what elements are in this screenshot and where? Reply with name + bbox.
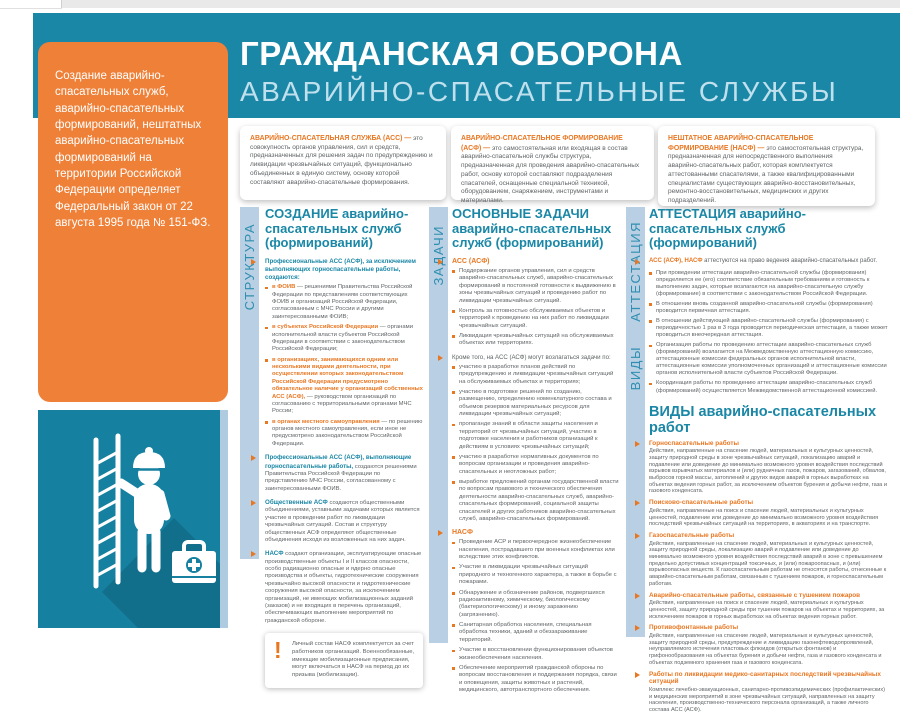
intro-text: Создание аварийно-спасательных служб, аварийно-спасательных формирований, нештатных аварийно-спасательных формирований на территории Российской Федерации определяет Федеральный закон от 22 августа 1995 года № 151-ФЗ. <box>55 70 211 229</box>
arrow-icon <box>251 259 256 265</box>
list-item: Контроль за готовностью обслуживаемых объектов и территорий к проведению на них работ по ликвидации чрезвычайных ситуаций. <box>452 308 619 330</box>
arrow-icon <box>251 551 256 557</box>
list-item: Обеспечение мероприятий гражданской обороны по вопросам восстановления и поддержания порядка, связи и оповещения, защиты животных и растений, медицинского, автотранспортного обеспечения. <box>452 665 619 695</box>
work-type <box>649 592 888 621</box>
section-attestation <box>649 207 888 714</box>
attestation-lead-text: аттестуются на право ведения аварийно-спасательных работ. <box>702 258 878 265</box>
section-attestation-title: АТТЕСТАЦИЯ аварийно-спасательных служб (формирований) <box>649 206 806 251</box>
item-lead: Профессиональные АСС (АСФ), за исключением выполняющих горноспасательные работы, создаются: <box>265 258 416 281</box>
arrow-icon <box>251 500 256 506</box>
sub-lead: в ФОИВ <box>272 284 296 291</box>
tasks-extra-lead-text: Кроме того, на АСС (АСФ) могут возлагаться задачи по: <box>452 353 611 361</box>
item-body: создаются решениями Правительства Российской Федерации по представлению МЧС России, согласованному с заинтересованными ФОИВ. <box>265 463 417 492</box>
list-item <box>265 284 423 321</box>
arrow-icon <box>635 625 640 631</box>
work-type-desc: Действия, направленные на спасение людей, материальных и культурных ценностей, защиту природной среды, локализацию аварий и подавление или доведение до минимально возможного уровня воздействия последствий аварий в зоне с превышением предельно допустимых концентраций токсичных, и (или) пожароопасных, и (или) взрывоопасных веществ. К газоспасательным работам не относятся работы, отнесенные к аварийно-спасательным работам, связанным с тушением пожаров, и горноспасательным работам. <box>649 540 887 587</box>
item-text <box>265 550 423 625</box>
creation-item <box>265 499 423 544</box>
rescuer-figure <box>121 447 166 568</box>
definition-card-asf <box>451 126 654 204</box>
section-tasks-title: ОСНОВНЫЕ ЗАДАЧИ аварийно-спасательных служб (формирований) <box>452 206 612 251</box>
group-label-nasf <box>452 529 619 536</box>
creation-item <box>265 550 423 625</box>
arrow-icon <box>438 530 443 536</box>
work-type-name <box>649 671 888 686</box>
sub-text: — органами исполнительной власти субъектов Российской Федерации в соответствии с законодательством Российской Федерации; <box>272 324 414 353</box>
arrow-icon <box>635 441 640 447</box>
work-type-name <box>649 440 888 448</box>
list-item <box>265 324 423 354</box>
definition-body: это самостоятельная структура, предназначенная для непосредственного выполнения аварийно-спасательных работ, которая комплектуется аттестованными спасателями, а также квалифицированными специалистами существующих аварийно-восстановительных, ремонтно-восстановительных, медицинских и других подразделений. <box>668 144 864 204</box>
section-tasks <box>452 207 619 694</box>
illustration-panel <box>38 410 220 628</box>
work-type-desc: Комплекс лечебно-эвакуационных, санитарно-противоэпидемических (профилактических) и медицинских мероприятий в зоне чрезвычайных ситуаций, направленных на защиту населения, производственно-технического персонала организаций, а также личного состава АСС (АСФ). <box>649 686 885 714</box>
list-item: При проведении аттестации аварийно-спасательной службы (формирования) определяется ее (его) соответствие обязательным требованиям и готовность к выполнению задач, которые возлагаются на аварийно-спасательную службу (формирование) в соответствии с законодательством Российской Федерации. <box>649 270 888 298</box>
work-type <box>649 440 888 496</box>
arrow-icon <box>251 455 256 461</box>
arrow-icon <box>635 672 640 678</box>
section-types-title: ВИДЫ аварийно-спасательных работ <box>649 403 877 436</box>
tab-attestation-types <box>626 207 645 637</box>
tasks-extra-lead <box>452 354 619 361</box>
tab-structure-label: СТРУКТУРА <box>242 223 257 311</box>
creation-item <box>265 454 423 493</box>
list-item: Ликвидация чрезвычайных ситуаций на обслуживаемых объектах или территориях. <box>452 333 619 348</box>
list-item: В отношении вновь созданной аварийно-спасательной службы (формирования) проводится первичная аттестация. <box>649 301 888 315</box>
tab-tasks <box>429 207 448 643</box>
section-creation <box>265 207 423 688</box>
section-creation-title: СОЗДАНИЕ аварийно-спасательных служб (формирований) <box>265 206 409 251</box>
crop-mark <box>61 0 62 8</box>
work-type-desc: Действия, направленные на спасение людей, материальных и культурных ценностей, защиту природной среды, предупреждение и ликвидацию газонефтеводопроявлений, неуправляемого истечения пластовых флюидов (открытых фонтанов) и грифонообразования на объектах бурения и добычи нефти, газа и газового конденсата и объектах подземного хранения газа и газового конденсата. <box>649 633 882 666</box>
work-type-name-text: Газоспасательные работы <box>649 531 735 539</box>
definition-body: это совокупность органов управления, сил и средств, предназначенных для решения задач по предупреждению и ликвидации чрезвычайных ситуаций, функционально объединенных в единую систему, основу которой составляют аварийно-спасательные формирования. <box>250 135 433 186</box>
list-item: участию в разработке планов действий по предупреждению и ликвидации чрезвычайных ситуаций на обслуживаемых объектах и территориях; <box>452 364 619 386</box>
page-subtitle: АВАРИЙНО-СПАСАТЕЛЬНЫЕ СЛУЖБЫ <box>240 76 839 107</box>
page-curl-strip <box>220 410 228 628</box>
page-edge-strip <box>62 0 900 8</box>
tab-types-label: ВИДЫ <box>628 345 643 391</box>
work-type-name-text: Горноспасательные работы <box>649 439 740 447</box>
list-item <box>265 419 423 449</box>
work-type-name-text: Работы по ликвидации медико-санитарных последствий чрезвычайных ситуаций <box>649 670 881 686</box>
definition-text <box>668 134 865 206</box>
definition-term: АВАРИЙНО-СПАСАТЕЛЬНОЕ ФОРМИРОВАНИЕ (АСФ) — <box>461 135 623 152</box>
group-label-text: АСС (АСФ) <box>452 258 490 266</box>
list-item: Санитарная обработка населения, специальная обработка техники, зданий и обеззараживание территорий. <box>452 622 619 644</box>
definition-term: НЕШТАТНОЕ АВАРИЙНО-СПАСАТЕЛЬНОЕ ФОРМИРОВАНИЕ (НАСФ) — <box>668 135 814 152</box>
item-text <box>265 499 423 544</box>
work-type <box>649 624 888 666</box>
definition-card-nasf <box>658 126 875 206</box>
definition-card-ass <box>240 126 446 200</box>
item-body: создают организации, эксплуатирующие опасные производственные объекты I и II классов опасности, особо радиационно опасные и ядерно опасные производства и объекты, гидротехнические сооружения чрезвычайно высокой опасности и гидротехнические сооружения высокой опасности, за исключением организаций, не имеющих мобилизационных заданий (заказов) и не входящих в перечень организаций, обеспечивающих выполнение мероприятий по гражданской обороне. <box>265 551 422 624</box>
list-item: Организация работы по проведению аттестации аварийно-спасательных служб (формирований) возлагается на Межведомственную аттестационную комиссию, аттестационные комиссии федеральных органов исполнительной власти, аттестационные комиссии уполномоченных организаций и аттестационные комиссии органов исполнительной власти субъектов Российской Федерации. <box>649 342 888 377</box>
arrow-icon <box>438 259 443 265</box>
page-title: ГРАЖДАНСКАЯ ОБОРОНА <box>240 35 683 72</box>
list-item: Участие в восстановлении функционирования объектов жизнеобеспечения населения. <box>452 647 619 662</box>
item-text <box>265 454 423 493</box>
arrow-icon <box>635 500 640 506</box>
list-item <box>265 357 423 416</box>
creation-item <box>265 258 423 448</box>
list-item: Проведение АСР и первоочередное жизнеобеспечение населения, пострадавшего при военных конфликтах или вследствие этих конфликтов. <box>452 539 619 561</box>
sub-lead: в субъектах Российской Федерации <box>272 324 379 331</box>
work-type-name-text: Противофонтанные работы <box>649 624 739 632</box>
list-item: пропаганде знаний в области защиты населения и территорий от чрезвычайных ситуаций, участию в подготовке населения и работников организаций к действиям в условиях чрезвычайных ситуаций; <box>452 421 619 451</box>
work-type-desc: Действия, направленные на спасение людей, материальных и культурных ценностей, защиту природной среды в зоне чрезвычайных ситуаций, локализацию аварий и подавление или доведение до минимально возможного уровня воздействия последствий взрывов взрывчатых материалов и (или) рудничных газов, пожаров, загазований, обвалов, выбросов горной массы, затоплений и других видов аварий в горных выработках на объектах ведения горных работ, за исключением объектов бурения и добычи нефти, газа и газового конденсата. <box>649 448 887 495</box>
arrow-icon <box>635 259 640 265</box>
item-lead: Профессиональные АСС (АСФ), выполняющие горноспасательные работы, <box>265 454 412 470</box>
work-type-desc: Действия, направленные на поиск и спасение людей, материальных и культурных ценностей, защиту природной среды при тушении пожаров на объектах и территориях, за исключением пожаров в горных выработках на объектах ведения горных работ. <box>649 600 885 620</box>
tab-tasks-label: ЗАДАЧИ <box>431 225 446 286</box>
work-type <box>649 499 888 528</box>
list-item: Участие в ликвидации чрезвычайных ситуаций природного и техногенного характера, а также в борьбе с пожарами. <box>452 564 619 586</box>
warning-text: Личный состав НАСФ комплектуется за счет работников организаций. Военнообязанные, имеющие мобилизационные предписания, могут включаться в НАСФ на период до их призыва (мобилизации). <box>292 641 415 679</box>
work-type-name-text: Поисково-спасательные работы <box>649 499 754 507</box>
attestation-lead-bold: АСС (АСФ), НАСФ <box>649 258 703 265</box>
exclamation-icon: ! <box>274 637 282 664</box>
intro-panel <box>38 42 228 402</box>
sub-lead: в органах местного самоуправления <box>272 418 380 425</box>
sub-text: — по решению органов местного самоуправления, если иное не предусмотрено законодательством Российской Федерации. <box>272 418 423 447</box>
definition-text <box>250 134 436 187</box>
work-type-name <box>649 592 888 600</box>
work-type <box>649 532 888 588</box>
work-type-name-text: Аварийно-спасательные работы, связанные с тушением пожаров <box>649 591 861 599</box>
item-body: создаются общественными объединениями, уставными задачами которых является участие в проведении работ по ликвидации чрезвычайных ситуаций. Состав и структуру общественных АСФ определяют общественные объединения исходя из возложенных на них задач. <box>265 500 420 543</box>
sub-lead: в организациях, занимающихся одним или несколькими видами деятельности, при осуществлении которых законодательством Российской Федерации предусмотрено обязательное наличие у организаций собственных АСС (АСФ), <box>272 356 423 400</box>
definition-text <box>461 134 644 206</box>
work-type <box>649 671 888 714</box>
arrow-icon <box>635 593 640 599</box>
item-lead: Общественные АСФ <box>265 499 328 507</box>
ladder-rungs <box>96 452 118 576</box>
arrow-icon <box>438 355 443 361</box>
work-type-name <box>649 532 888 540</box>
warning-note <box>265 633 423 688</box>
attestation-lead <box>649 258 888 266</box>
work-type-desc: Действия, направленные на поиск и спасение людей, материальных и культурных ценностей, подавление или доведение до минимально возможного уровня воздействия последствий чрезвычайных ситуаций на территориях, в акваториях и на транспорте. <box>649 507 879 528</box>
list-item: выработке предложений органам государственной власти по вопросам правового и технического обеспечения деятельности аварийно-спасательных служб, аварийно-спасательных формирований, социальной защиты спасателей и других работников аварийно-спасательных служб, аварийно-спасательных формирований. <box>452 479 619 523</box>
definition-body: это самостоятельная или входящая в состав аварийно-спасательной службы структура, предназначенная для проведения аварийно-спасательных работ, основу которой составляют подразделения спасателей, оснащенные специальной техникой, оборудованием, снаряжением, инструментами и материалами. <box>461 144 640 204</box>
tab-structure <box>240 207 259 559</box>
group-label-ass <box>452 258 619 265</box>
list-item: участию в разработке нормативных документов по вопросам организации и проведения аварийно-спасательных и неотложных работ; <box>452 454 619 476</box>
list-item: В отношении действующей аварийно-спасательной службы (формирования) с периодичностью 1 раз в 3 года проводится периодическая аттестация, а также может проводиться внеочередная аттестация. <box>649 318 888 339</box>
arrow-icon <box>635 533 640 539</box>
list-item: Поддержание органов управления, сил и средств аварийно-спасательных служб, аварийно-спасательных формирований в постоянной готовности к выдвижению в зоны чрезвычайных ситуаций и проведению работ по ликвидации чрезвычайных ситуаций. <box>452 268 619 305</box>
definition-term: АВАРИЙНО-СПАСАТЕЛЬНАЯ СЛУЖБА (АСС) — <box>250 135 414 142</box>
tab-attestation-label: АТТЕСТАЦИЯ <box>628 221 643 322</box>
group-label-text: НАСФ <box>452 529 473 537</box>
work-type-name <box>649 499 888 507</box>
rescuer-illustration <box>38 410 220 628</box>
item-lead: НАСФ <box>265 550 284 558</box>
list-item: Обнаружение и обозначение районов, подвергшихся радиоактивному, химическому, биологическому (бактериологическому) и иному заражению (загрязнению). <box>452 590 619 620</box>
crop-mark <box>0 8 62 9</box>
list-item: участию в подготовке решений по созданию, размещению, определению номенклатурного состава и объемов резервов материальных ресурсов для ликвидации чрезвычайных ситуаций; <box>452 389 619 419</box>
sub-text: — руководством организаций по согласованию с территориальными органами МЧС России; <box>272 393 412 415</box>
list-item: Координация работы по проведению аттестации аварийно-спасательных служб (формирований) осуществляется Межведомственной аттестационной комиссией. <box>649 380 888 394</box>
work-type-name <box>649 624 888 632</box>
sub-text: — решениями Правительства Российской Федерации по представлениям соответствующих ФОИВ и организаций Российской Федерации, согласованным с МЧС России и другими заинтересованными ФОИВ; <box>272 284 413 320</box>
